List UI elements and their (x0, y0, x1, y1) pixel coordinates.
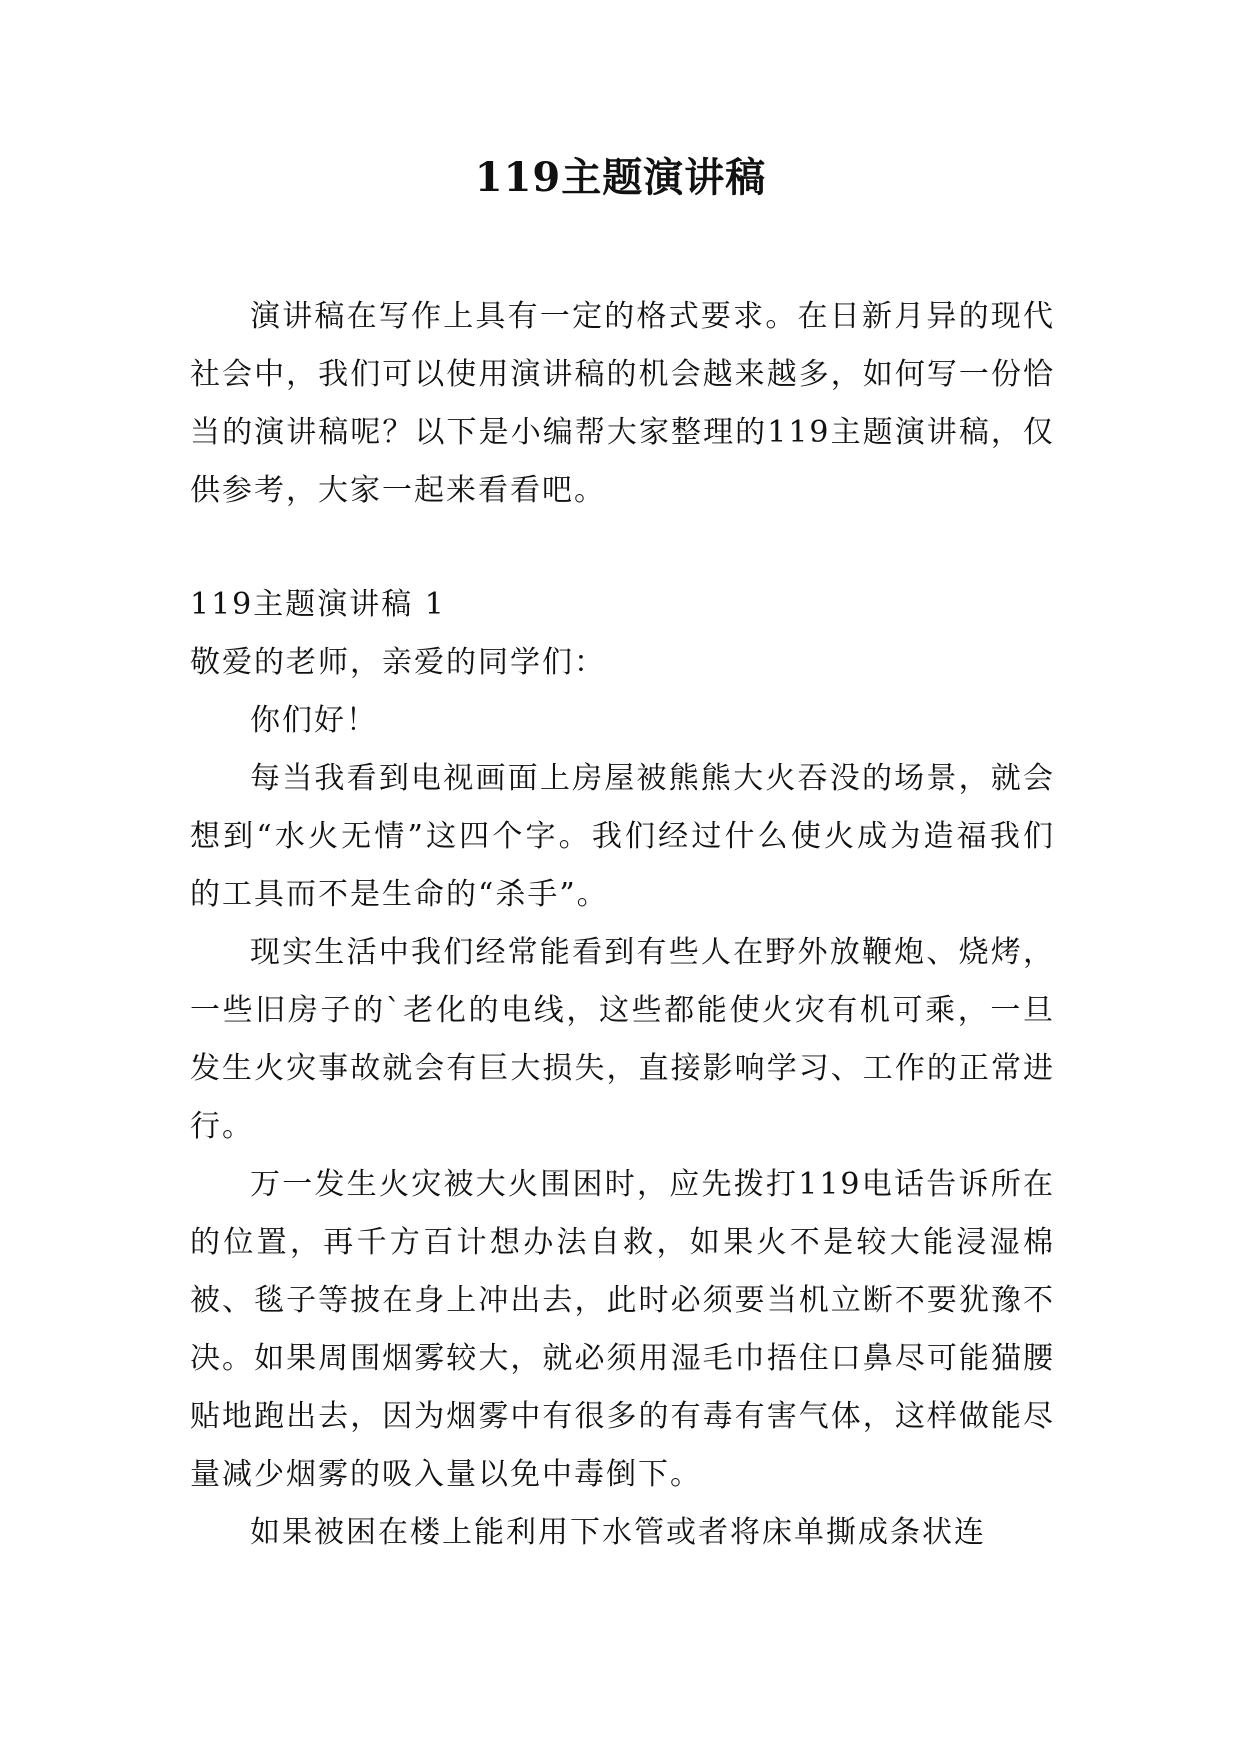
body-paragraph: 现实生活中我们经常能看到有些人在野外放鞭炮、烧烤，一些旧房子的`老化的电线，这些都能使火灾有机可乘，一旦发生火灾事故就会有巨大损失，直接影响学习、工作的正常进行。 (190, 935, 1055, 1144)
body-paragraph: 万一发生火灾被大火围困时，应先拨打119电话告诉所在的位置，再千方百计想办法自救，如果火不是较大能浸湿棉被、毯子等披在身上冲出去，此时必须要当机立断不要犹豫不决。如果周围烟雾较大，就必须用湿毛巾捂住口鼻尽可能猫腰贴地跑出去，因为烟雾中有很多的有毒有害气体，这样做能尽量减少烟雾的吸入量以免中毒倒下。 (190, 1167, 1055, 1492)
section-heading: 119主题演讲稿 1 (190, 587, 446, 622)
spacer (190, 520, 1055, 576)
body-paragraph: 每当我看到电视画面上房屋被熊熊大火吞没的场景，就会想到“水火无情”这四个字。我们经过什么使火成为造福我们的工具而不是生命的“杀手”。 (190, 761, 1055, 912)
body-paragraph: 如果被困在楼上能利用下水管或者将床单撕成条状连 (250, 1515, 986, 1550)
document-body (190, 288, 1055, 1562)
document-title: 119主题演讲稿 (474, 154, 767, 201)
intro-paragraph: 演讲稿在写作上具有一定的格式要求。在日新月异的现代社会中，我们可以使用演讲稿的机会越来越多，如何写一份恰当的演讲稿呢？以下是小编帮大家整理的119主题演讲稿，仅供参考，大家一起来看看吧。 (190, 299, 1055, 508)
salutation: 敬爱的老师，亲爱的同学们： (190, 645, 606, 680)
greeting: 你们好！ (250, 703, 378, 738)
